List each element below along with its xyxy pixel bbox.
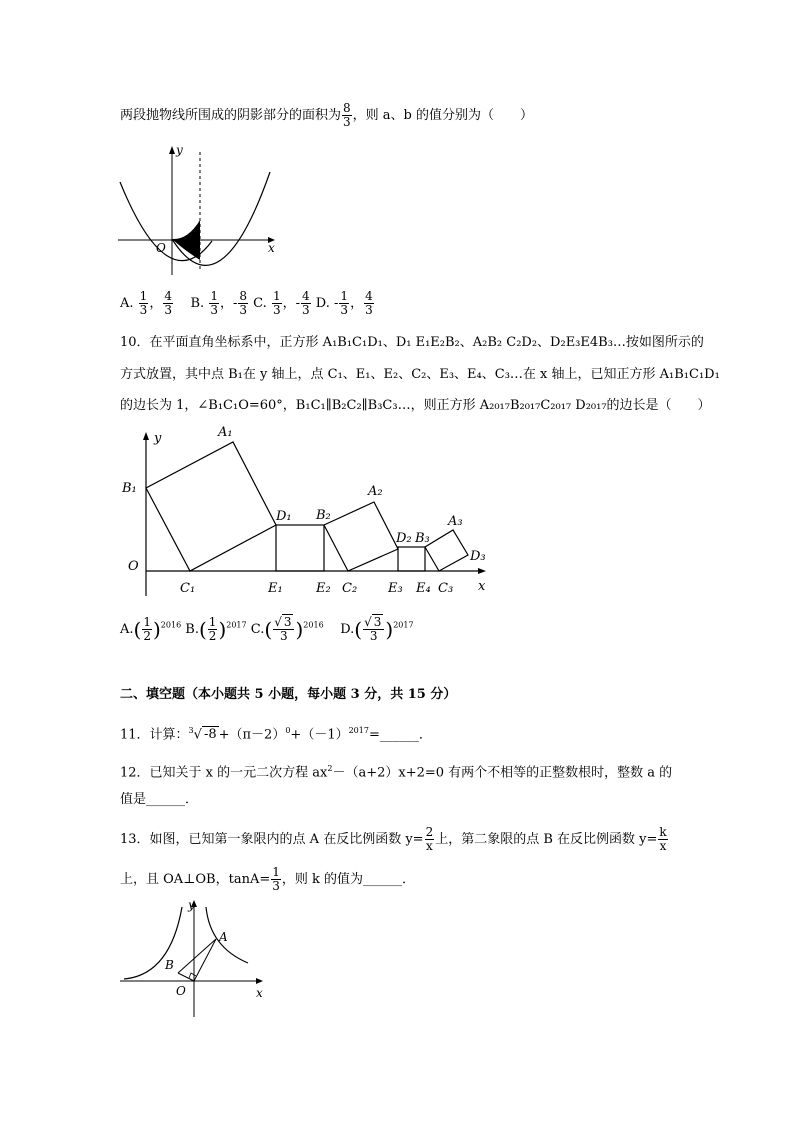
q13-x-arrow-icon [256,978,263,984]
q9-y-label: y [176,143,183,157]
section2-title: 二、填空题（本小题共 5 小题，每小题 3 分，共 15 分） [120,687,457,702]
q13-y-label: y [188,898,195,912]
q13-line2: 上，且 OA⊥OB，tanA= $\frac{1}{3}$ ，则 k 的值为______． [120,865,416,893]
q10-figure [118,420,498,600]
q9-y-arrow-icon [169,146,175,154]
q9-option-b[interactable]: B. $\frac{1}{3}$ ，- $\frac{8}{3}$ [190,289,248,317]
q10-label-a1: A₁ [218,425,233,440]
q13-label-b: B [165,958,174,972]
q10-option-d[interactable]: D.( $\frac{√ 3}{3}$ )$^{2017}$ [340,615,414,643]
q10-label-e4: E₄ [416,581,431,596]
q13-line1: 13．如图，已知第一象限内的点 A 在反比例函数 y= $\frac{2}{x}$ 上，第二象限的点 B 在反比例函数 y= $\frac{k}{x}$ [120,825,667,853]
q13-segment-oa [194,939,216,981]
q13-right-angle-mark [189,973,196,978]
q13-x-label: x [256,986,263,1000]
q10-y-arrow-icon [143,432,149,440]
q10-label-d2: D₂ [396,531,412,546]
q9-stem [120,102,533,129]
q10-label-e3: E₃ [388,581,403,596]
q10-label-a2: A₂ [368,484,383,499]
q10-square-d1e1e2b2 [276,525,324,571]
q10-options [120,616,414,643]
q10-label-d3: D₃ [470,549,486,564]
q10-label-c2: C₂ [342,581,358,596]
q13-segment-ob [178,973,194,981]
q9-option-d[interactable]: D. - $\frac{1}{3}$ ， $\frac{4}{3}$ [315,289,373,317]
q10-square-2 [324,502,398,571]
q13-figure [118,895,268,1020]
q10-option-c[interactable]: C.( $\frac{√ 3}{3}$ )$^{2016}$ [250,615,324,643]
q10-label-c3: C₃ [438,581,454,596]
q10-label-e1: E₁ [268,581,283,596]
q13-label-a: A [219,930,228,944]
q10-label-b2: B₂ [316,508,331,523]
q10-x-arrow-icon [478,568,486,574]
q10-line1: 10．在平面直角坐标系中，正方形 A₁B₁C₁D₁、D₁ E₁E₂B₂、A₂B₂ C₂D₂、D₂E₃E4B₃…按如图所示的 [120,335,704,350]
q10-label-e2: E₂ [316,581,331,596]
q9-origin-label: O [156,241,166,255]
q12-line2: 值是______． [120,792,199,807]
q12-line1: 12．已知关于 x 的一元二次方程 $ax^2-(a+2)x+2=0$ 有两个不相等的正整数根时，整数 a 的 [120,764,673,781]
q10-square-1 [146,442,276,571]
q10-label-b1: B₁ [122,481,137,496]
q10-label-c1: C₁ [180,581,196,596]
q10-line3: 的边长为 1，∠B₁C₁O=60°，B₁C₁∥B₂C₂∥B₃C₃…，则正方形 A₂₀₁₇B₂₀₁₇C₂₀₁₇ D₂₀₁₇的边长是（ ） [120,398,711,413]
q10-line2: 方式放置，其中点 B₁在 y 轴上，点 C₁、E₁、E₂、C₂、E₃、E₄、C₃…在 x 轴上，已知正方形 A₁B₁C₁D₁ [120,367,720,382]
q10-y-label: y [154,431,162,446]
q10-option-b[interactable]: B.( $\frac{1}{2}$ )$^{2017}$ [185,615,247,643]
q9-option-c[interactable]: C. $\frac{1}{3}$ ，- $\frac{4}{3}$ [253,289,310,317]
q9-x-label: x [268,241,275,255]
q9-option-a[interactable]: A. $\frac{1}{3}$ ， $\frac{4}{3}$ [120,289,172,317]
q9-prefix: 两段抛物线所围成的阴影部分的面积为 [120,108,342,123]
q10-x-label: x [478,579,486,594]
q10-option-a[interactable]: A.( $\frac{1}{2}$ )$^{2016}$ [120,615,182,643]
q10-square-3 [425,530,468,571]
q10-origin-label: O [128,559,139,574]
q9-figure [112,140,287,275]
q10-label-d1: D₁ [276,509,292,524]
q13-origin-label: O [176,984,186,998]
q9-suffix: ，则 a、b 的值分别为（ ） [352,108,533,123]
q9-options [120,290,375,317]
q10-square-d2e3e4b3 [398,547,425,571]
q11-line: 11．计算：$^3$√ $-8 +(\pi-2)^0+(-1)^{2017}=\_\_\_\_\_\_$． [120,726,432,743]
q10-label-a3: A₃ [448,514,463,529]
q9-parabola-right [172,172,270,265]
q13-segment-ab [178,939,216,973]
q11-radicand: -8 [203,727,217,743]
q9-area-fraction: $\frac{8}{3}$ [343,101,351,129]
q10-label-b3: B₃ [415,531,430,546]
